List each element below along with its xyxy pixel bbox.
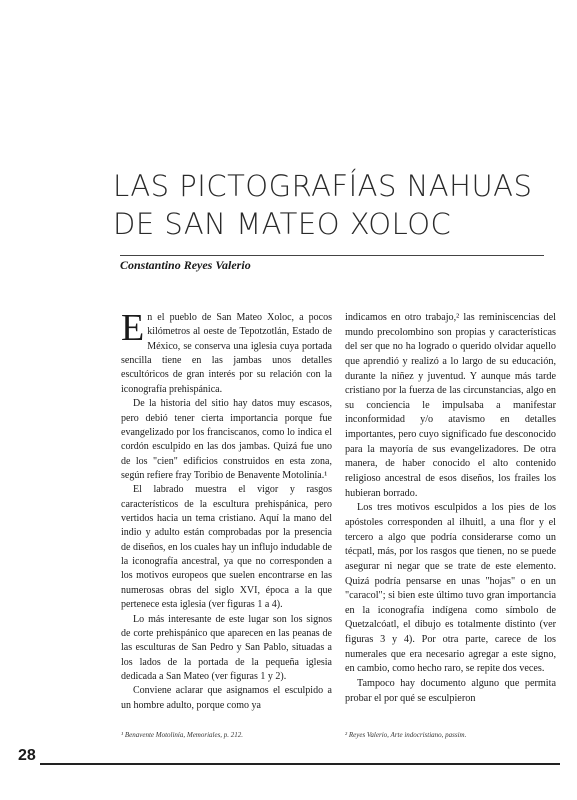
footnote-right: ² Reyes Valerio, Arte indocristiano, passim. <box>345 731 467 739</box>
paragraph: Los tres motivos esculpidos a los pies de los apóstoles corresponden al ilhuitl, a una flor y el tercero a algo que podría considerarse como un técpatl, más, por los rasgos que tienen, no se puede asegurar ni negar que se trate de este elemento. Quizá podría pensarse en unas "hojas" o en un "caracol"; si bien este último tuvo gran importancia en la iconografía indígena como símbolo de Quetzalcóatl, el dibujo es totalmente distinto (ver figuras 3 y 4). Por otra parte, carece de los numerales que era necesario agregar a este signo, en cambio, como hecho raro, se repite dos veces. <box>345 502 556 675</box>
paragraph: El labrado muestra el vigor y rasgos característicos de la escultura prehispánica, pero vertidos hacia un tema cristiano. Aquí la mano del indio y adulto están comprobadas por la presencia de diseños, en los cuales hay un influjo indudable de la iconografía ancestral, ya que no corresponden a los motivos europeos que suelen encontrarse en las numerosas obras del siglo XVI, época a la que pertenece esta iglesia (ver figuras 1 a 4). <box>121 484 332 611</box>
drop-cap: E <box>121 307 145 349</box>
bottom-rule <box>40 763 560 765</box>
paragraph: En el pueblo de San Mateo Xoloc, a pocos kilómetros al oeste de Tepotzotlán, Estado de México, se conserva una iglesia cuya portada sencilla tiene en las jambas unos detalles escultóricos de gran interés por su relación con la iconografía prehispánica. <box>121 307 332 395</box>
footnote-left: ¹ Benavente Motolinía, Memoriales, p. 212. <box>121 731 244 739</box>
right-column <box>345 311 556 706</box>
paragraph: Lo más interesante de este lugar son los signos de corte prehispánico que aparecen en las peanas de las esculturas de San Pedro y San Pablo, situadas a los lados de la portada de la pequeña iglesia dedicada a San Mateo (ver figuras 1 y 2). <box>121 613 332 682</box>
paragraph: indicamos en otro trabajo,² las reminiscencias del mundo precolombino son propias y características del ser que no ha logrado o querido olvidar aquello que aprendió y realizó a lo largo de su educación, durante la niñez y juventud. Y aunque más tarde cristiano por la fuerza de las circunstancias, algo en su conciencia le impulsaba a manifestar inconformidad y/o atavismo en detalles importantes, pero cuyo significado fue desconocido para la mayoría de sus evangelizadores. De otra manera, de haber conocido el alto contenido religioso ancestral de esos diseños, los frailes los hubieran borrado. <box>345 312 556 499</box>
paragraph: De la historia del sitio hay datos muy escasos, pero debió tener cierta importancia porque fue evangelizado por los franciscanos, como lo indica el cordón esculpido en las dos jambas. Quizá fue uno de los "cien" edificios construidos en esta zona, según refiere fray Toribio de Benavente Motolinía.¹ <box>121 398 332 481</box>
paragraph: Conviene aclarar que asignamos el esculpido a un hombre adulto, porque como ya <box>121 685 332 711</box>
author-rule <box>120 255 544 256</box>
author-name: Constantino Reyes Valerio <box>120 258 251 272</box>
title-line-1: LAS PICTOGRAFÍAS NAHUAS <box>113 169 533 203</box>
title-line-2: DE SAN MATEO XOLOC <box>113 207 452 241</box>
left-column <box>121 307 332 713</box>
paragraph: Tampoco hay documento alguno que permita probar el por qué se esculpieron <box>345 678 556 704</box>
page-number: 28 <box>18 747 36 764</box>
article-title <box>113 169 553 241</box>
